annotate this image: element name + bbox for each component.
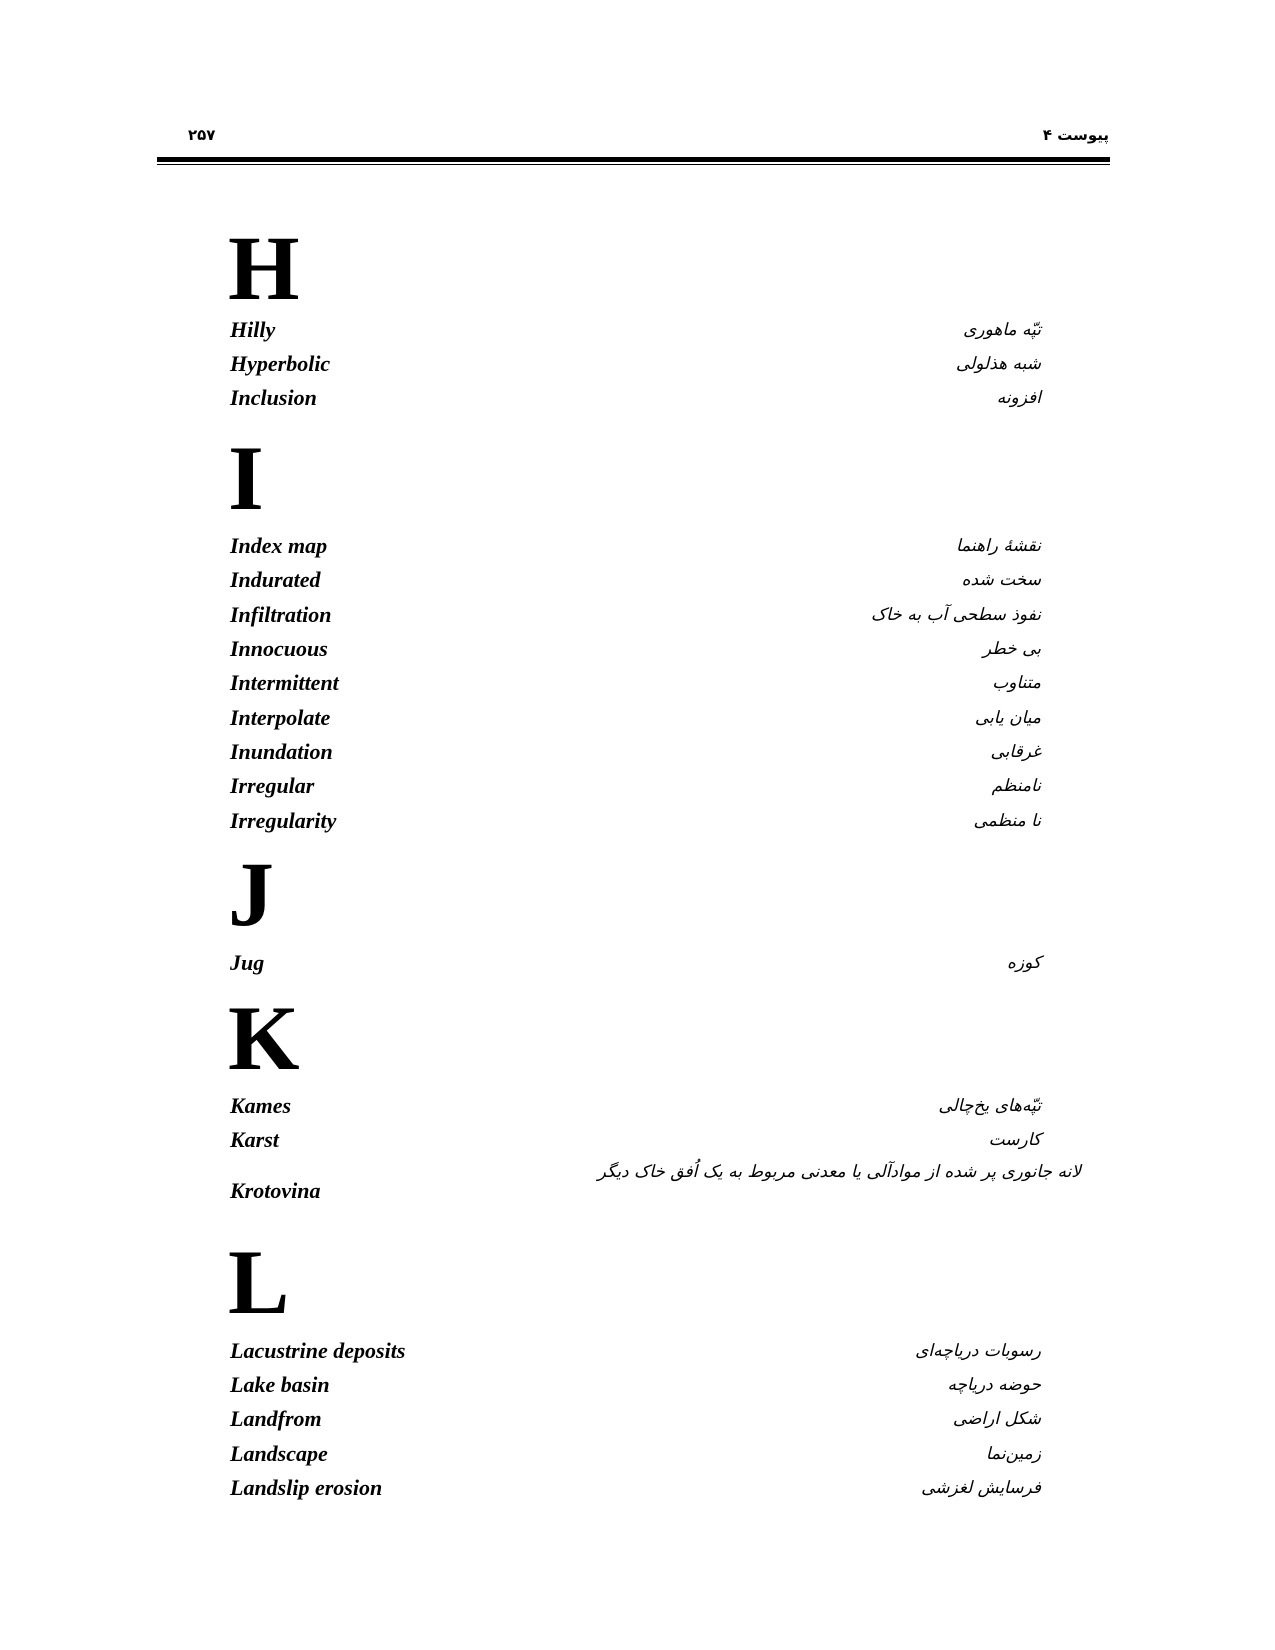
term-infiltration: Infiltration <box>230 602 332 627</box>
translation-innocuous: بی خطر <box>982 639 1041 659</box>
section-letter-l: L <box>228 1231 290 1333</box>
term-krotovina: Krotovina <box>230 1178 321 1203</box>
page-number: ۲۵۷ <box>188 126 216 144</box>
section-letter-j: J <box>228 843 274 945</box>
translation-irregular: نامنظم <box>991 776 1041 796</box>
term-lake-basin: Lake basin <box>230 1372 330 1397</box>
term-hilly: Hilly <box>230 317 276 342</box>
translation-jug: کوزه <box>1007 953 1041 973</box>
section-title: پیوست ۴ <box>1042 126 1109 144</box>
translation-intermittent: متناوب <box>992 673 1041 693</box>
translation-landfrom: شکل اراضی <box>952 1409 1041 1429</box>
translation-karst: کارست <box>988 1130 1041 1150</box>
term-index-map: Index map <box>230 533 328 558</box>
translation-infiltration: نفوذ سطحی آب به خاک <box>870 605 1041 625</box>
header-rule-thick <box>157 157 1110 162</box>
translation-landslip-erosion: فرسایش لغزشی <box>921 1478 1041 1498</box>
term-indurated: Indurated <box>230 567 321 592</box>
translation-landscape: زمین‌نما <box>985 1444 1041 1464</box>
translation-hilly: تپّه ماهوری <box>963 320 1041 340</box>
translation-kames: تپّه‌های یخ‌چالی <box>938 1096 1041 1116</box>
translation-lake-basin: حوضه دریاچه <box>947 1375 1041 1395</box>
term-landslip-erosion: Landslip erosion <box>230 1475 383 1500</box>
translation-hyperbolic: شبه هذلولی <box>955 354 1041 374</box>
section-letter-i: I <box>228 427 264 529</box>
translation-irregularity: نا منظمی <box>973 811 1041 831</box>
term-interpolate: Interpolate <box>230 705 331 730</box>
translation-inundation: غرقابی <box>990 742 1041 762</box>
translation-inclusion: افزونه <box>996 388 1041 408</box>
term-jug: Jug <box>230 950 265 975</box>
translation-lacustrine-deposits: رسوبات دریاچه‌ای <box>915 1341 1041 1361</box>
term-hyperbolic: Hyperbolic <box>230 351 331 376</box>
term-kames: Kames <box>230 1093 292 1118</box>
term-landscape: Landscape <box>230 1441 328 1466</box>
term-intermittent: Intermittent <box>230 670 339 695</box>
header-rule-thin <box>157 164 1110 165</box>
term-irregularity: Irregularity <box>230 808 337 833</box>
section-letter-h: H <box>228 217 300 319</box>
translation-interpolate: میان یابی <box>974 708 1041 728</box>
term-innocuous: Innocuous <box>230 636 328 661</box>
term-inclusion: Inclusion <box>230 385 317 410</box>
translation-index-map: نقشهٔ راهنما <box>955 536 1041 556</box>
translation-krotovina: لانه جانوری پر شده از موادآلی یا معدنی مربوط به یک اُفق خاک دیگر <box>597 1162 1081 1182</box>
term-karst: Karst <box>230 1127 279 1152</box>
section-letter-k: K <box>228 987 300 1089</box>
term-lacustrine-deposits: Lacustrine deposits <box>230 1338 406 1363</box>
term-irregular: Irregular <box>230 773 315 798</box>
translation-indurated: سخت شده <box>961 570 1041 590</box>
term-inundation: Inundation <box>230 739 333 764</box>
term-landfrom: Landfrom <box>230 1406 322 1431</box>
